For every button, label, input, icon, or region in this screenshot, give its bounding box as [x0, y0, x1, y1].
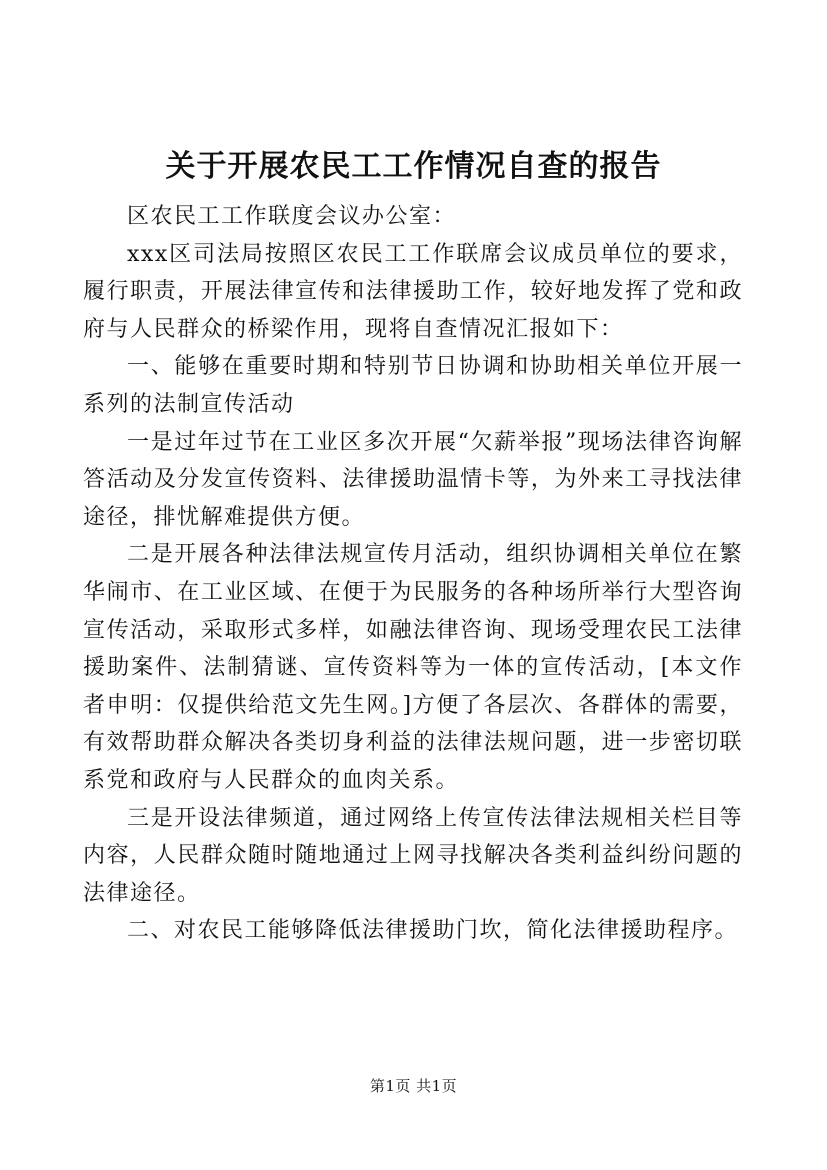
salutation-paragraph: 区农民工工作联度会议办公室： [127, 204, 457, 229]
section-heading-2: 二、对农民工能够降低法律援助门坎，简化法律援助程序。 [127, 918, 739, 944]
document-body [83, 198, 743, 950]
body-paragraph-2: 二是开展各种法律法规宣传月活动，组织协调相关单位在繁华闹市、在工业区域、在便于为民服务的各种场所举行大型咨询宣传活动，采取形式多样，如融法律咨询、现场受理农民工法律援助案件、法制猜谜、宣传资料等为一体的宣传活动，[本文作者申明：仅提供给范文先生网。]方便了各层次、各群体的需要，有效帮助群众解决各类切身利益的法律法规问题，进一步密切联系党和政府与人民群众的血肉关系。 [83, 542, 743, 793]
page-footer: 第1页 共1页 [369, 1077, 458, 1095]
document-title: 关于开展农民工工作情况自查的报告 [165, 149, 662, 184]
body-paragraph-3: 三是开设法律频道，通过网络上传宣传法律法规相关栏目等内容，人民群众随时随地通过上网寻找解决各类利益纠纷问题的法律途径。 [83, 805, 743, 906]
intro-paragraph: xxx区司法局按照区农民工工作联席会议成员单位的要求，履行职责，开展法律宣传和法律援助工作，较好地发挥了党和政府与人民群众的桥梁作用，现将自查情况汇报如下： [83, 241, 743, 342]
body-paragraph-1: 一是过年过节在工业区多次开展“欠薪举报”现场法律咨询解答活动及分发宣传资料、法律援助温情卡等，为外来工寻找法律途径，排忧解难提供方便。 [83, 429, 743, 530]
section-heading-1: 一、能够在重要时期和特别节日协调和协助相关单位开展一系列的法制宣传活动 [83, 354, 743, 417]
